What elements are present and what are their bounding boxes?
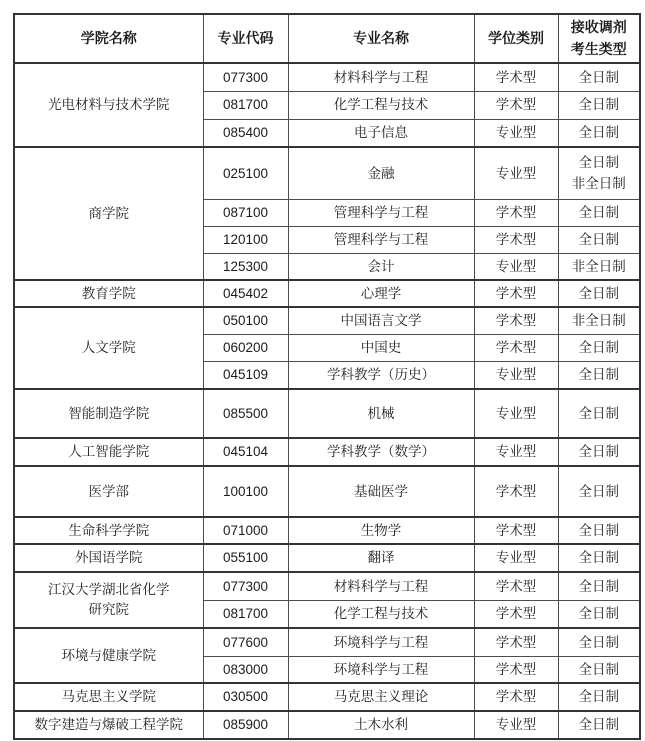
major-name-cell: 土木水利 [288,711,474,739]
major-name-cell: 中国语言文学 [288,307,474,334]
table-row [14,466,640,517]
major-code-cell: 125300 [203,253,288,280]
table-row [14,307,640,334]
college-cell: 光电材料与技术学院 [14,63,203,147]
student-type-cell: 全日制 [558,628,640,656]
student-type-cell [558,147,640,199]
major-name-cell: 电子信息 [288,119,474,147]
degree-type-cell: 学术型 [474,466,558,517]
student-type-cell: 全日制 [558,438,640,466]
student-type-cell: 全日制 [558,389,640,438]
header-transfer-line1: 接收调剂 [570,19,627,35]
student-type-cell: 全日制 [558,226,640,253]
major-name-cell: 管理科学与工程 [288,226,474,253]
header-transfer-student-type [558,14,640,63]
major-name-cell: 翻译 [288,544,474,572]
college-cell [14,572,203,628]
college-cell: 马克思主义学院 [14,683,203,711]
table-row [14,628,640,656]
major-name-cell: 环境科学与工程 [288,628,474,656]
student-type-cell: 全日制 [558,517,640,544]
degree-type-cell: 学术型 [474,334,558,361]
major-code-cell: 077300 [203,572,288,600]
college-cell: 外国语学院 [14,544,203,572]
major-code-cell: 081700 [203,600,288,628]
major-name-cell: 材料科学与工程 [288,572,474,600]
major-code-cell: 030500 [203,683,288,711]
student-type-cell: 全日制 [558,280,640,307]
college-cell: 教育学院 [14,280,203,307]
table-row [14,517,640,544]
degree-type-cell: 学术型 [474,307,558,334]
major-code-cell: 085500 [203,389,288,438]
student-type-cell: 全日制 [558,63,640,91]
header-degree-type: 学位类别 [474,14,558,63]
major-code-cell: 045104 [203,438,288,466]
degree-type-cell: 专业型 [474,711,558,739]
table-row [14,572,640,600]
college-cell: 医学部 [14,466,203,517]
student-type-cell: 全日制 [558,119,640,147]
major-code-cell: 085900 [203,711,288,739]
student-type-cell: 全日制 [558,334,640,361]
table-row [14,438,640,466]
header-major-code: 专业代码 [203,14,288,63]
college-cell: 数字建造与爆破工程学院 [14,711,203,739]
degree-type-cell: 专业型 [474,119,558,147]
college-cell: 人文学院 [14,307,203,389]
major-code-cell: 085400 [203,119,288,147]
major-name-cell: 学科教学（数学） [288,438,474,466]
major-name-cell: 管理科学与工程 [288,199,474,226]
degree-type-cell: 专业型 [474,147,558,199]
major-code-cell: 087100 [203,199,288,226]
major-code-cell: 077300 [203,63,288,91]
degree-type-cell: 专业型 [474,253,558,280]
degree-type-cell: 学术型 [474,517,558,544]
major-name-cell: 学科教学（历史） [288,361,474,389]
degree-type-cell: 专业型 [474,389,558,438]
student-type-line2: 非全日制 [571,175,626,191]
degree-type-cell: 学术型 [474,683,558,711]
table-row [14,147,640,199]
degree-type-cell: 学术型 [474,91,558,119]
major-code-cell: 081700 [203,91,288,119]
major-name-cell: 机械 [288,389,474,438]
college-line1: 江汉大学湖北省化学 [48,582,170,598]
student-type-line1: 全日制 [578,155,619,171]
student-type-cell: 全日制 [558,656,640,683]
major-name-cell: 会计 [288,253,474,280]
degree-type-cell: 学术型 [474,628,558,656]
header-college: 学院名称 [14,14,203,63]
major-code-cell: 060200 [203,334,288,361]
admission-adjustment-table [13,13,641,740]
major-code-cell: 055100 [203,544,288,572]
major-code-cell: 025100 [203,147,288,199]
major-name-cell: 金融 [288,147,474,199]
degree-type-cell: 学术型 [474,63,558,91]
major-code-cell: 045402 [203,280,288,307]
major-name-cell: 材料科学与工程 [288,63,474,91]
student-type-cell: 全日制 [558,711,640,739]
table-header-row [14,14,640,63]
major-code-cell: 100100 [203,466,288,517]
table-row [14,280,640,307]
table-row [14,683,640,711]
degree-type-cell: 学术型 [474,600,558,628]
student-type-cell: 全日制 [558,683,640,711]
student-type-cell: 全日制 [558,600,640,628]
student-type-cell: 全日制 [558,466,640,517]
major-name-cell: 马克思主义理论 [288,683,474,711]
degree-type-cell: 学术型 [474,656,558,683]
table-row [14,544,640,572]
major-name-cell: 心理学 [288,280,474,307]
major-code-cell: 050100 [203,307,288,334]
college-cell: 智能制造学院 [14,389,203,438]
college-line2: 研究院 [88,602,129,618]
header-transfer-line2: 考生类型 [570,40,627,57]
student-type-cell: 全日制 [558,544,640,572]
degree-type-cell: 学术型 [474,280,558,307]
major-code-cell: 077600 [203,628,288,656]
major-name-cell: 中国史 [288,334,474,361]
college-cell: 人工智能学院 [14,438,203,466]
degree-type-cell: 专业型 [474,544,558,572]
degree-type-cell: 专业型 [474,361,558,389]
student-type-cell: 非全日制 [558,253,640,280]
student-type-cell: 全日制 [558,91,640,119]
degree-type-cell: 学术型 [474,226,558,253]
college-cell: 商学院 [14,147,203,280]
student-type-cell: 全日制 [558,199,640,226]
student-type-cell: 全日制 [558,361,640,389]
major-code-cell: 120100 [203,226,288,253]
table-row [14,389,640,438]
degree-type-cell: 学术型 [474,572,558,600]
major-code-cell: 071000 [203,517,288,544]
table-row [14,63,640,91]
degree-type-cell: 专业型 [474,438,558,466]
major-name-cell: 化学工程与技术 [288,91,474,119]
student-type-cell: 全日制 [558,572,640,600]
table-row [14,711,640,739]
degree-type-cell: 学术型 [474,199,558,226]
header-major-name: 专业名称 [288,14,474,63]
major-name-cell: 化学工程与技术 [288,600,474,628]
major-code-cell: 045109 [203,361,288,389]
major-code-cell: 083000 [203,656,288,683]
major-name-cell: 生物学 [288,517,474,544]
college-cell: 生命科学学院 [14,517,203,544]
college-cell: 环境与健康学院 [14,628,203,683]
major-name-cell: 环境科学与工程 [288,656,474,683]
student-type-cell: 非全日制 [558,307,640,334]
major-name-cell: 基础医学 [288,466,474,517]
